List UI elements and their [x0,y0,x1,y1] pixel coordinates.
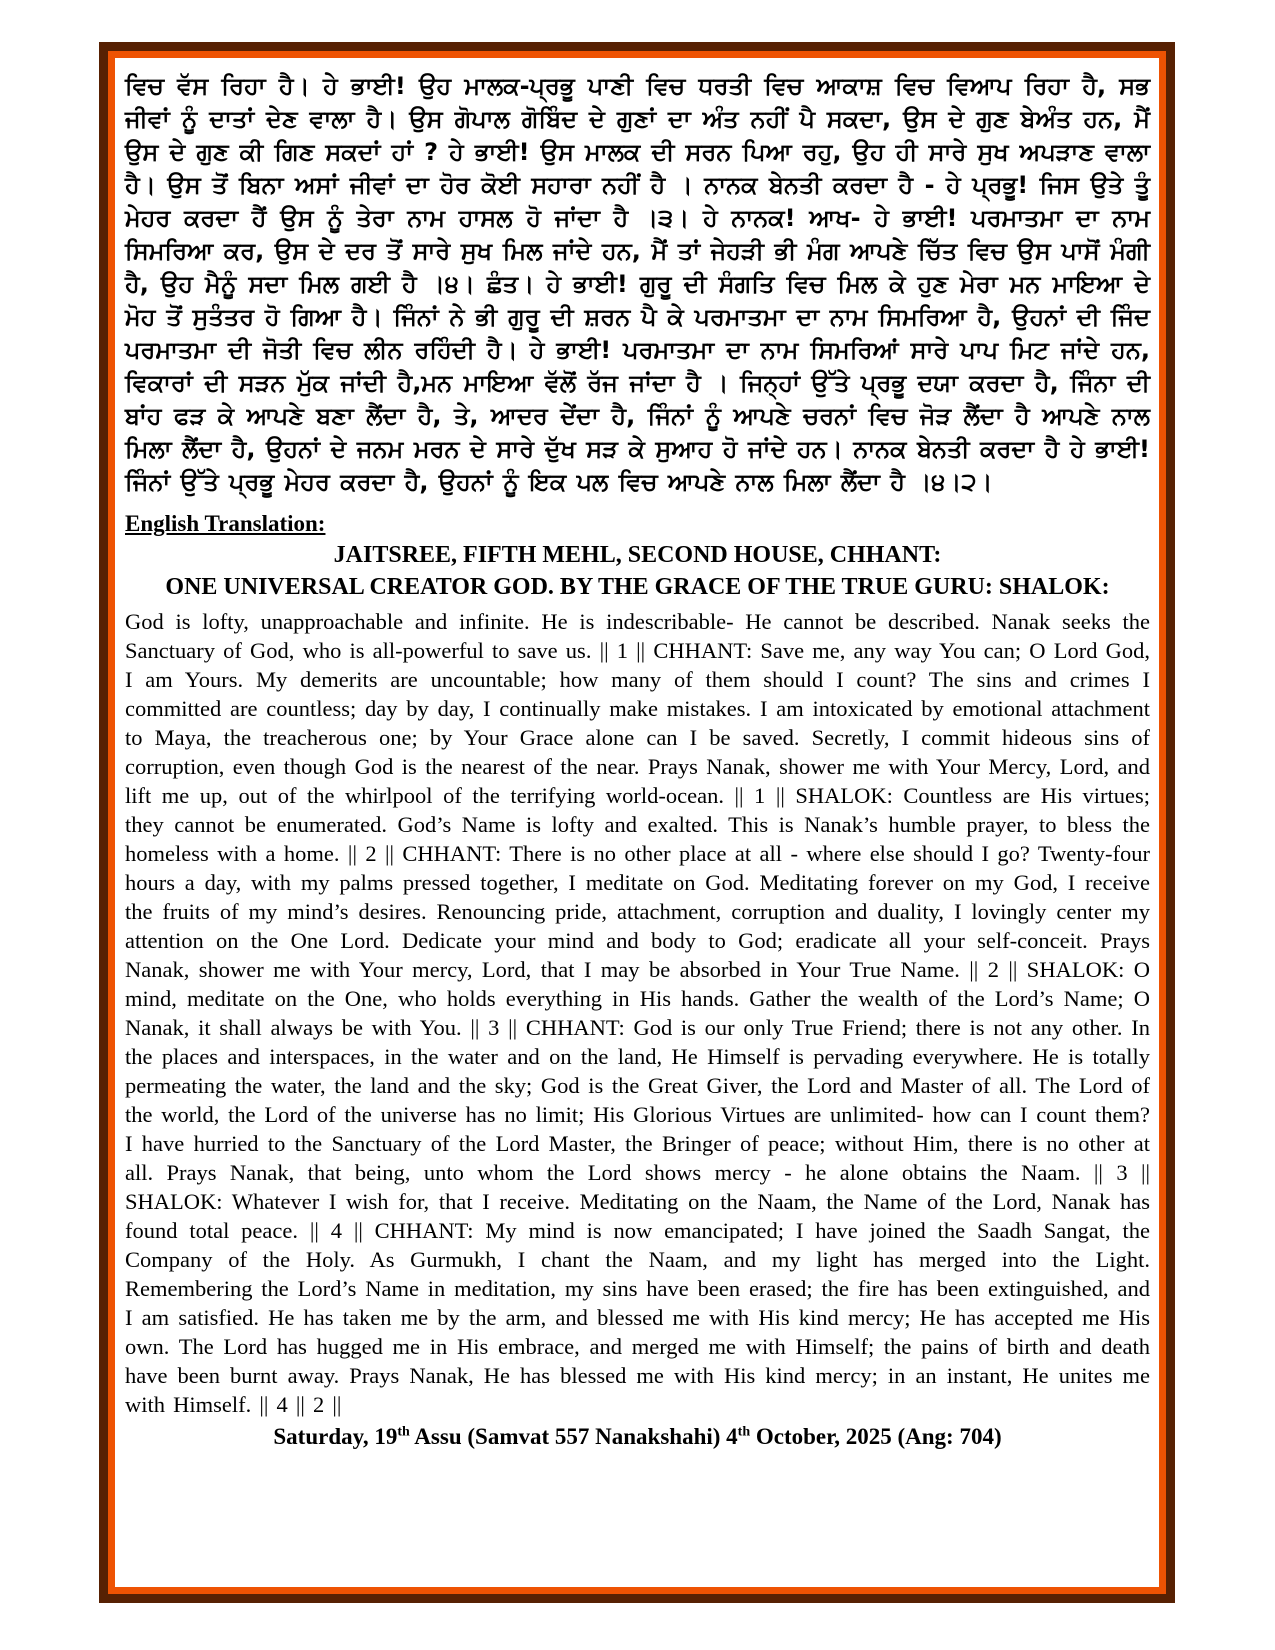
punjabi-commentary-text: ਵਿਚ ਵੱਸ ਰਿਹਾ ਹੈ। ਹੇ ਭਾਈ! ਉਹ ਮਾਲਕ-ਪ੍ਰਭੂ ਪਾਣੀ ਵਿਚ ਧਰਤੀ ਵਿਚ ਆਕਾਸ਼ ਵਿਚ ਵਿਆਪ ਰਿਹਾ ਹੈ, ਸਭ ਜੀਵਾਂ ਨੂੰ ਦਾਤਾਂ ਦੇਣ ਵਾਲਾ ਹੈ। ਉਸ ਗੋਪਾਲ ਗੋਬਿੰਦ ਦੇ ਗੁਣਾਂ ਦਾ ਅੰਤ ਨਹੀਂ ਪੈ ਸਕਦਾ, ਉਸ ਦੇ ਗੁਣ ਬੇਅੰਤ ਹਨ, ਮੈਂ ਉਸ ਦੇ ਗੁਣ ਕੀ ਗਿਣ ਸਕਦਾਂ ਹਾਂ ? ਹੇ ਭਾਈ! ਉਸ ਮਾਲਕ ਦੀ ਸਰਨ ਪਿਆ ਰਹੁ, ਉਹ ਹੀ ਸਾਰੇ ਸੁਖ ਅਪੜਾਣ ਵਾਲਾ ਹੈ। ਉਸ ਤੋਂ ਬਿਨਾ ਅਸਾਂ ਜੀਵਾਂ ਦਾ ਹੋਰ ਕੋਈ ਸਹਾਰਾ ਨਹੀਂ ਹੈ । ਨਾਨਕ ਬੇਨਤੀ ਕਰਦਾ ਹੈ - ਹੇ ਪ੍ਰਭੂ! ਜਿਸ ਉਤੇ ਤੂੰ ਮੇਹਰ ਕਰਦਾ ਹੈਂ ਉਸ ਨੂੰ ਤੇਰਾ ਨਾਮ ਹਾਸਲ ਹੋ ਜਾਂਦਾ ਹੈ ।੩। ਹੇ ਨਾਨਕ! ਆਖ- ਹੇ ਭਾਈ! ਪਰਮਾਤਮਾ ਦਾ ਨਾਮ ਸਿਮਰਿਆ ਕਰ, ਉਸ ਦੇ ਦਰ ਤੋਂ ਸਾਰੇ ਸੁਖ ਮਿਲ ਜਾਂਦੇ ਹਨ, ਮੈਂ ਤਾਂ ਜੇਹੜੀ ਭੀ ਮੰਗ ਆਪਣੇ ਚਿੱਤ ਵਿਚ ਉਸ ਪਾਸੋਂ ਮੰਗੀ ਹੈ, ਉਹ ਮੈਨੂੰ ਸਦਾ ਮਿਲ ਗਈ ਹੈ ।੪। ਛੰਤ। ਹੇ ਭਾਈ! ਗੁਰੂ ਦੀ ਸੰਗਤਿ ਵਿਚ ਮਿਲ ਕੇ ਹੁਣ ਮੇਰਾ ਮਨ ਮਾਇਆ ਦੇ ਮੋਹ ਤੋਂ ਸੁਤੰਤਰ ਹੋ ਗਿਆ ਹੈ। ਜਿੰਨਾਂ ਨੇ ਭੀ ਗੁਰੂ ਦੀ ਸ਼ਰਨ ਪੈ ਕੇ ਪਰਮਾਤਮਾ ਦਾ ਨਾਮ ਸਿਮਰਿਆ ਹੈ, ਉਹਨਾਂ ਦੀ ਜਿੰਦ ਪਰਮਾਤਮਾ ਦੀ ਜੋਤੀ ਵਿਚ ਲੀਨ ਰਹਿੰਦੀ ਹੈ। ਹੇ ਭਾਈ! ਪਰਮਾਤਮਾ ਦਾ ਨਾਮ ਸਿਮਰਿਆਂ ਸਾਰੇ ਪਾਪ ਮਿਟ ਜਾਂਦੇ ਹਨ, ਵਿਕਾਰਾਂ ਦੀ ਸੜਨ ਮੁੱਕ ਜਾਂਦੀ ਹੈ,ਮਨ ਮਾਇਆ ਵੱਲੋਂ ਰੱਜ ਜਾਂਦਾ ਹੈ । ਜਿਨ੍ਹਾਂ ਉੱਤੇ ਪ੍ਰਭੂ ਦਯਾ ਕਰਦਾ ਹੈ, ਜਿੰਨਾ ਦੀ ਬਾਂਹ ਫੜ ਕੇ ਆਪਣੇ ਬਣਾ ਲੈਂਦਾ ਹੈ, ਤੇ, ਆਦਰ ਦੇਂਦਾ ਹੈ, ਜਿੰਨਾਂ ਨੂੰ ਆਪਣੇ ਚਰਨਾਂ ਵਿਚ ਜੋੜ ਲੈਂਦਾ ਹੈ ਆਪਣੇ ਨਾਲ ਮਿਲਾ ਲੈਂਦਾ ਹੈ, ਉਹਨਾਂ ਦੇ ਜਨਮ ਮਰਨ ਦੇ ਸਾਰੇ ਦੁੱਖ ਸੜ ਕੇ ਸੁਆਹ ਹੋ ਜਾਂਦੇ ਹਨ। ਨਾਨਕ ਬੇਨਤੀ ਕਰਦਾ ਹੈ ਹੇ ਭਾਈ! ਜਿੰਨਾਂ ਉੱਤੇ ਪ੍ਰਭੂ ਮੇਹਰ ਕਰਦਾ ਹੈ, ਉਹਨਾਂ ਨੂੰ ਇਕ ਪਲ ਵਿਚ ਆਪਣੇ ਨਾਲ ਮਿਲਾ ਲੈਂਦਾ ਹੈ ।੪।੨। [125,72,1150,496]
date-part-gregorian-ang: October, 2025 (Ang: 704) [750,1424,1002,1449]
page-content-area [108,51,1166,1594]
date-part-day: Saturday, 19 [273,1424,398,1449]
ordinal-suffix-2: th [737,1424,751,1440]
date-and-ang-line [125,1424,1150,1450]
english-translation-text: God is lofty, unapproachable and infinite. He is indescribable- He cannot be described. Nanak seeks the Sanctuary of God, who is all-powerful to save us. || 1 || CHHANT: Save me, any way You can; O Lord God, I am Yours. My demerits are uncountable; how many of them should I count? The sins and crimes I committed are countless; day by day, I continually make mistakes. I am intoxicated by emotional attachment to Maya, the treacherous one; by Your Grace alone can I be saved. Secretly, I commit hideous sins of corruption, even though God is the nearest of the near. Prays Nanak, shower me with Your Mercy, Lord, and lift me up, out of the whirlpool of the terrifying world-ocean. || 1 || SHALOK: Countless are His virtues; they cannot be enumerated. God’s Name is lofty and exalted. This is Nanak’s humble prayer, to bless the homeless with a home. || 2 || CHHANT: There is no other place at all - where else should I go? Twenty-four hours a day, with my palms pressed together, I meditate on God. Meditating forever on my God, I receive the fruits of my mind’s desires. Renouncing pride, attachment, corruption and duality, I lovingly center my attention on the One Lord. Dedicate your mind and body to God; eradicate all your self-conceit. Prays Nanak, shower me with Your mercy, Lord, that I may be absorbed in Your True Name. || 2 || SHALOK: O mind, meditate on the One, who holds everything in His hands. Gather the wealth of the Lord’s Name; O Nanak, it shall always be with You. || 3 || CHHANT: God is our only True Friend; there is not any other. In the places and interspaces, in the water and on the land, He Himself is pervading everywhere. He is totally permeating the water, the land and the sky; God is the Great Giver, the Lord and Master of all. The Lord of the world, the Lord of the universe has no limit; His Glorious Virtues are unlimited- how can I count them? I have hurried to the Sanctuary of the Lord Master, the Bringer of peace; without Him, there is no other at all. Prays Nanak, that being, unto whom the Lord shows mercy - he alone obtains the Naam. || 3 || SHALOK: Whatever I wish for, that I receive. Meditating on the Naam, the Name of the Lord, Nanak has found total peace. || 4 || CHHANT: My mind is now emancipated; I have joined the Saadh Sangat, the Company of the Holy. As Gurmukh, I chant the Naam, and my light has merged into the Light. Remembering the Lord’s Name in meditation, my sins have been erased; the fire has been extinguished, and I am satisfied. He has taken me by the arm, and blessed me with His kind mercy; He has accepted me His own. The Lord has hugged me in His embrace, and merged me with Himself; the pains of birth and death have been burnt away. Prays Nanak, He has blessed me with His kind mercy; in an instant, He unites me with Himself. || 4 || 2 || [125,609,1150,1417]
english-translation-label: English Translation: [125,511,326,536]
mool-mantar-title-line: ONE UNIVERSAL CREATOR GOD. BY THE GRACE OF THE TRUE GURU: SHALOK: [165,574,1110,600]
date-part-samvat: Assu (Samvat 557 Nanakshahi) 4 [409,1424,738,1449]
ordinal-suffix-1: th [397,1424,410,1440]
page-border-frame [99,42,1175,1603]
bani-title-line: JAITSREE, FIFTH MEHL, SECOND HOUSE, CHHANT: [333,542,942,568]
